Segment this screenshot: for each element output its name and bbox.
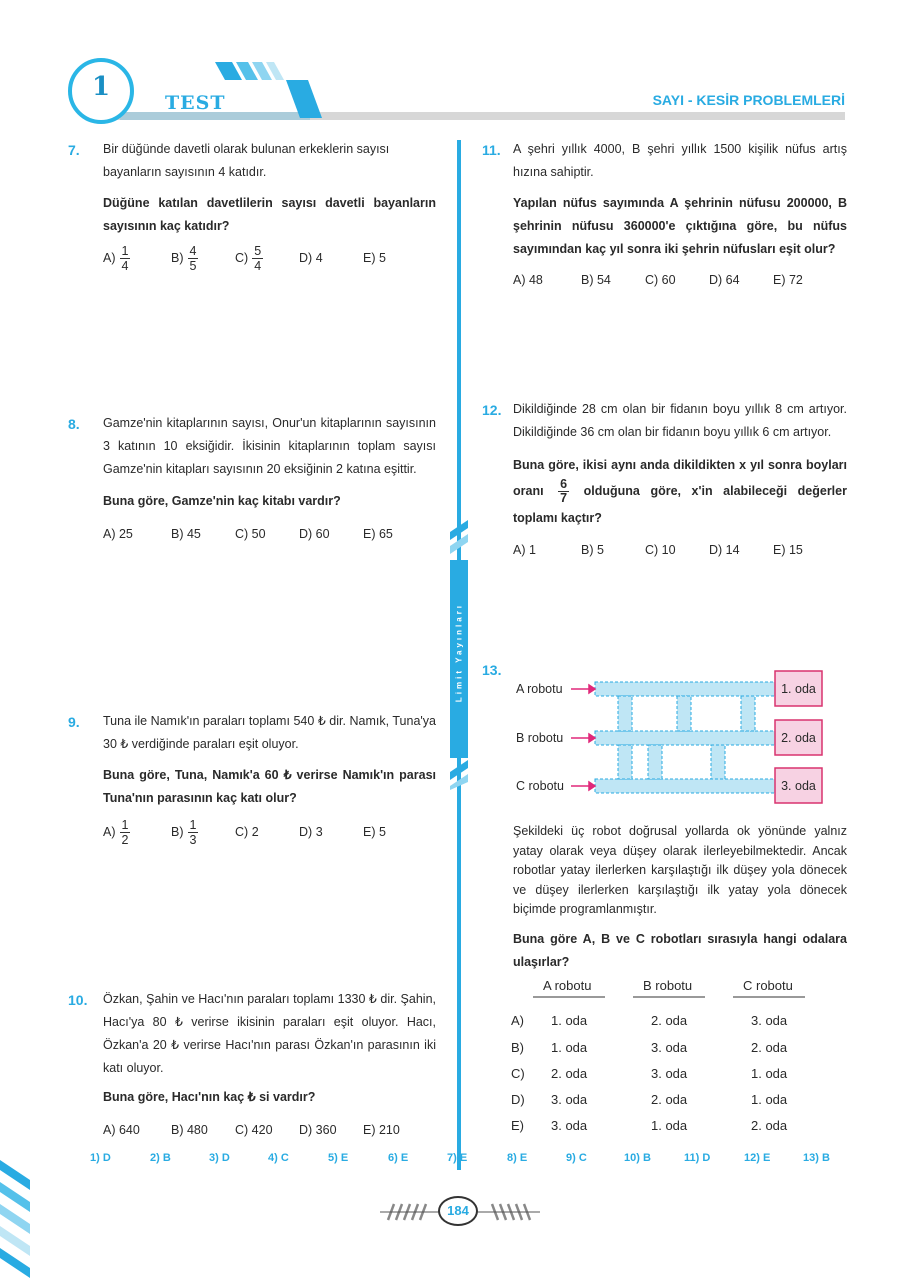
option-e[interactable]: E) 15 (773, 543, 803, 557)
question-text: A şehri yıllık 4000, B şehri yıllık 1500 kişilik nüfus artış hızına sahiptir. (513, 142, 847, 179)
answer-key-item: 7) E (447, 1152, 468, 1164)
option-c[interactable]: C) 50 (235, 527, 266, 541)
option-e[interactable]: E) 65 (363, 527, 393, 541)
option-d[interactable]: D) 4 (299, 251, 323, 265)
option-b[interactable]: B) 1. oda 3. oda 2. oda (511, 1040, 788, 1055)
test-number: 1 (91, 72, 111, 102)
answer-key-item: 12) E (744, 1152, 771, 1164)
option-b[interactable]: B) 5 (581, 543, 604, 557)
question-text: Özkan, Şahin ve Hacı'nın paraları toplamı 1330 ₺ dir. Şahin, Hacı'ya 80 ₺ verirse ikisinin paraları eşit oluyor. Hacı, Özkan'a 20 ₺ verirse Hacı'nın parası Özkan'ın parasının iki katı oluyor. (103, 992, 436, 1075)
question-prompt: Yapılan nüfus sayımında A şehrinin nüfusu 200000, B şehrinin nüfusu 360000'e çıktığına göre, bu nüfus sayımından kaç yıl sonra iki şehrin nüfusları eşit olur? (513, 196, 847, 256)
room-3-label: 3. oda (781, 779, 816, 793)
option-d[interactable]: D) 64 (709, 273, 740, 287)
question-number: 9. (68, 714, 80, 730)
answer-options (103, 814, 436, 850)
question-text: Gamze'nin kitaplarının sayısı, Onur'un kitaplarının sayısının 3 katının 10 eksiğidir. İkisinin kitaplarının toplam sayısı Gamze'nin kitapları sayısının 20 eksiğinin 2 katına eşittir. (103, 416, 436, 476)
question-text: Tuna ile Namık'ın paraları toplamı 540 ₺ dir. Namık, Tuna'ya 30 ₺ verdiğinde paraları eşit oluyor. (103, 714, 436, 751)
question-number: 12. (482, 402, 502, 418)
option-c[interactable]: C) 10 (645, 543, 676, 557)
answer-options (513, 532, 847, 568)
question-prompt: Düğüne katılan davetlilerin sayısı davetli bayanların sayısının kaç katıdır? (103, 196, 436, 233)
option-a[interactable]: A) 640 (103, 1123, 140, 1137)
question-number: 13. (482, 662, 502, 678)
answer-options (513, 262, 847, 298)
answer-options (103, 516, 436, 552)
question-prompt: Buna göre A, B ve C robotları sırasıyla hangi odalara ulaşırlar? (513, 932, 847, 969)
question-prompt: Buna göre, Hacı'nın kaç ₺ si vardır? (103, 1090, 316, 1104)
option-d[interactable]: D) 14 (709, 543, 740, 557)
question-prompt: Buna göre, ikisi aynı anda dikildikten x yıl sonra boyları oranı $\frac{6}{7}$ olduğuna göre, x'in alabileceği değerler toplamı kaçtır? (513, 458, 847, 526)
question-text: Şekildeki üç robot doğrusal yollarda ok yönünde yalnız yatay olarak veya düşey olarak ilerleyebilmektedir. Ancak robotlar yatay ilerlerken karşılaştığı ilk düşey yola dönecek ve düşey ilerlerken karşılaştığı ilk yatay yola dönecek biçimde programlanmıştır. (513, 824, 847, 916)
answer-key-item: 3) D (209, 1152, 230, 1164)
answer-key-item: 13) B (803, 1152, 830, 1164)
answer-options (103, 1112, 436, 1148)
option-c[interactable]: C) 420 (235, 1123, 273, 1137)
option-a[interactable]: A) 25 (103, 527, 133, 541)
answer-key-item: 6) E (388, 1152, 409, 1164)
answer-key-item: 11) D (684, 1152, 711, 1164)
option-e[interactable]: E) 5 (363, 251, 386, 265)
option-b[interactable]: B) $\frac{4}{5}$ (171, 243, 197, 273)
option-e[interactable]: E) 5 (363, 825, 386, 839)
option-d[interactable]: D) 3. oda 2. oda 1. oda (511, 1092, 788, 1107)
page-number: 184 (438, 1196, 478, 1226)
answer-key-item: 8) E (507, 1152, 528, 1164)
option-d[interactable]: D) 360 (299, 1123, 337, 1137)
side-text: Limit Yayınları (454, 602, 464, 703)
test-label: TEST (165, 92, 226, 114)
answer-key-item: 2) B (150, 1152, 171, 1164)
option-d[interactable]: D) 60 (299, 527, 330, 541)
answer-key-item: 1) D (90, 1152, 111, 1164)
answer-key (0, 1152, 915, 1172)
table-header-underlines (511, 996, 851, 1000)
question-text: Dikildiğinde 28 cm olan bir fidanın boyu yıllık 8 cm artıyor. Dikildiğinde 36 cm olan bir fidanın boyu yıllık 6 cm artıyor. (513, 402, 847, 439)
option-c[interactable]: C) 60 (645, 273, 676, 287)
header-decoration (0, 0, 915, 130)
option-a[interactable]: A) $\frac{1}{4}$ (103, 243, 129, 273)
answer-key-item: 9) C (566, 1152, 587, 1164)
option-d[interactable]: D) 3 (299, 825, 323, 839)
option-b[interactable]: B) 54 (581, 273, 611, 287)
option-b[interactable]: B) $\frac{1}{3}$ (171, 817, 197, 847)
option-a[interactable]: A) 1 (513, 543, 536, 557)
option-c[interactable]: C) 2. oda 3. oda 1. oda (511, 1066, 788, 1081)
robot-a-label: A robotu (516, 682, 563, 696)
room-2-label: 2. oda (781, 731, 816, 745)
question-prompt: Buna göre, Gamze'nin kaç kitabı vardır? (103, 494, 341, 508)
answer-key-item: 5) E (328, 1152, 349, 1164)
question-number: 8. (68, 416, 80, 432)
question-number: 7. (68, 142, 80, 158)
question-prompt: Buna göre, Tuna, Namık'a 60 ₺ verirse Namık'ın parası Tuna'nın parasının kaç katı olur? (103, 768, 436, 805)
robot-b-label: B robotu (516, 731, 564, 745)
answer-key-item: 10) B (624, 1152, 651, 1164)
option-a[interactable]: A) 1. oda 2. oda 3. oda (511, 1013, 788, 1028)
answer-key-item: 4) C (268, 1152, 289, 1164)
section-title: SAYI - KESİR PROBLEMLERİ (652, 92, 845, 108)
option-a[interactable]: A) 48 (513, 273, 543, 287)
option-e[interactable]: E) 3. oda 1. oda 2. oda (511, 1118, 788, 1133)
option-e[interactable]: E) 72 (773, 273, 803, 287)
corner-stripes (0, 1150, 40, 1280)
option-b[interactable]: B) 45 (171, 527, 201, 541)
question-text: Bir düğünde davetli olarak bulunan erkeklerin sayısı bayanların sayısının 4 katıdır. (103, 142, 390, 179)
option-a[interactable]: A) $\frac{1}{2}$ (103, 817, 129, 847)
option-c[interactable]: C) $\frac{5}{4}$ (235, 243, 262, 273)
option-e[interactable]: E) 210 (363, 1123, 400, 1137)
room-1-label: 1. oda (781, 682, 816, 696)
robot-c-label: C robotu (516, 779, 564, 793)
answer-options (103, 240, 436, 276)
question-number: 11. (482, 142, 501, 158)
question-number: 10. (68, 992, 88, 1008)
option-b[interactable]: B) 480 (171, 1123, 208, 1137)
option-c[interactable]: C) 2 (235, 825, 259, 839)
